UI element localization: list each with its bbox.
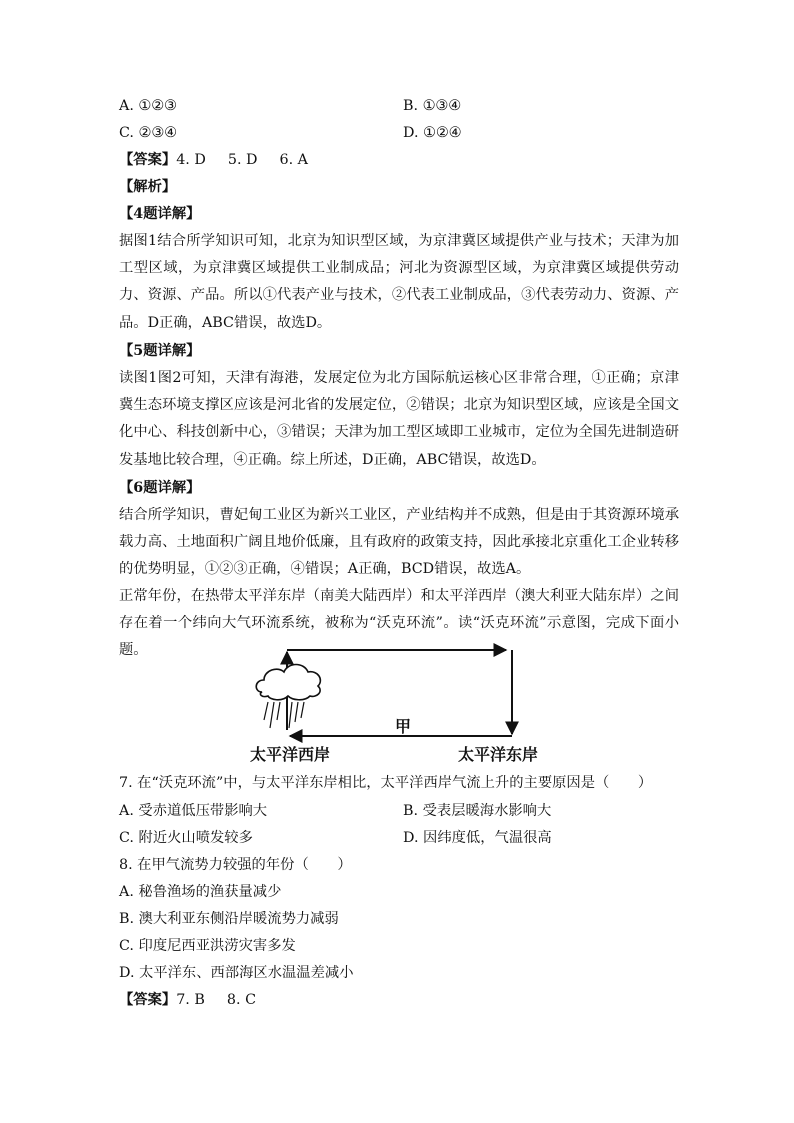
answer-6: 6. A [279,152,309,168]
option-a: A. ①②③ [119,98,177,114]
q6-title: 【6题详解】 [119,480,201,496]
walker-circulation-diagram [240,640,560,770]
answer-4: 4. D [176,152,206,168]
label-jia: 甲 [395,717,412,736]
rain-cloud-icon [256,665,320,700]
q7-option-b: B. 受表层暖海水影响大 [403,803,552,819]
option-c: C. ②③④ [119,125,177,141]
q6-explanation: 结合所学知识，曹妃甸工业区为新兴工业区，产业结构并不成熟，但是由于其资源环境承载力高、土地面积广阔且地价低廉，且有政府的政策支持，因此承接北京重化工企业转移的优势明显，①②③正确，④错误；A正确，BCD错误，故选A。 [119,507,679,578]
walker-intro: 正常年份，在热带太平洋东岸（南美大陆西岸）和太平洋西岸（澳大利亚大陆东岸）之间存在着一个纬向大气环流系统，被称为“沃克环流”。读“沃克环流”示意图，完成下面小题。 [119,588,679,659]
q8-option-d: D. 太平洋东、西部海区水温温差减小 [119,965,354,981]
q8-option-c: C. 印度尼西亚洪涝灾害多发 [119,938,296,954]
q4-explanation: 据图1结合所学知识可知，北京为知识型区域，为京津冀区域提供产业与技术；天津为加工型区域，为京津冀区域提供工业制成品；河北为资源型区域，为京津冀区域提供劳动力、资源、产品。所以①代表产业与技术，②代表工业制成品，③代表劳动力、资源、产品。D正确，ABC错误，故选D。 [119,233,679,331]
q5-explanation: 读图1图2可知，天津有海港，发展定位为北方国际航运核心区非常合理，①正确；京津冀生态环境支撑区应该是河北省的发展定位，②错误；北京为知识型区域，应该是全国文化中心、科技创新中心，③错误；天津为加工型区域即工业城市，定位为全国先进制造研发基地比较合理，④正确。综上所述，D正确，ABC错误，故选D。 [119,370,679,468]
option-b: B. ①③④ [403,98,462,114]
q8-option-b: B. 澳大利亚东侧沿岸暖流势力减弱 [119,911,339,927]
answer-line [119,151,308,169]
option-d: D. ①②④ [403,125,462,141]
answer-label: 【答案】 [119,152,177,168]
q7-option-a: A. 受赤道低压带影响大 [119,803,268,819]
answer-line-2 [119,991,256,1009]
q7-option-d: D. 因纬度低，气温很高 [403,830,552,846]
answer-8: 8. C [226,992,257,1008]
q4-title: 【4题详解】 [119,206,201,222]
q5-title: 【5题详解】 [119,343,201,359]
q7-option-c: C. 附近火山喷发较多 [119,830,253,846]
q8-stem: 8. 在甲气流势力较强的年份（ ） [119,857,352,873]
answer-label-2: 【答案】 [119,992,177,1008]
answer-5: 5. D [227,152,258,168]
answer-7: 7. B [176,992,205,1008]
q8-option-a: A. 秘鲁渔场的渔获量减少 [119,884,282,900]
label-pacific-west: 太平洋西岸 [250,745,331,764]
rain-icon [264,702,304,728]
q7-stem: 7. 在“沃克环流”中，与太平洋东岸相比，太平洋西岸气流上升的主要原因是（ ） [119,775,653,791]
analysis-label: 【解析】 [119,179,177,195]
label-pacific-east: 太平洋东岸 [458,745,539,764]
